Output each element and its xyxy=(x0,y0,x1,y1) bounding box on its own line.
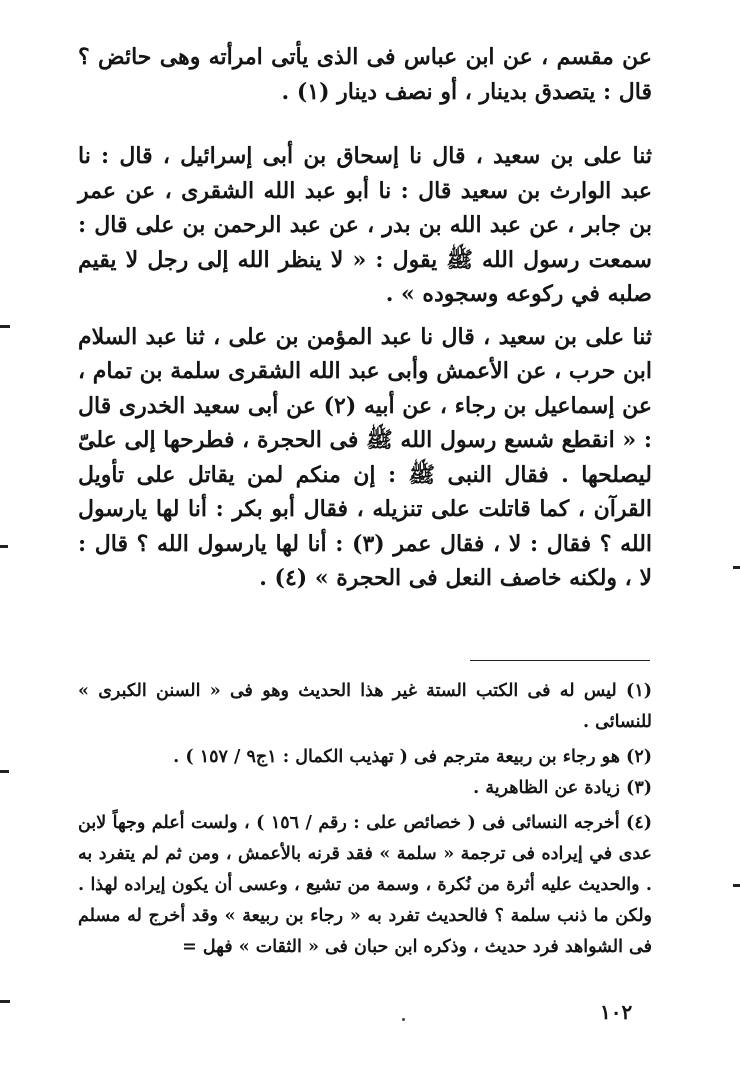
footnotes xyxy=(78,676,652,963)
footnote-3: (٣) زيادة عن الظاهرية . xyxy=(473,778,652,798)
paragraph-1: عن مقسم ، عن ابن عباس فى الذى يأتى امرأته وهى حائض ؟ قال : يتصدق بدينار ، أو نصف دينار (١) . xyxy=(78,44,652,105)
footnote-2: (٢) هو رجاء بن ربيعة مترجم فى ( تهذيب الكمال : ١ج٩ / ١٥٧ ) . xyxy=(173,747,652,767)
main-text xyxy=(78,40,652,596)
scan-edge-mark xyxy=(0,545,8,548)
page-number: ١٠٢ xyxy=(600,1000,633,1024)
scan-edge-mark xyxy=(0,770,9,773)
footnote-divider xyxy=(470,660,650,661)
paragraph-3: ثنا على بن سعيد ، قال نا عبد المؤمن بن على ، ثنا عبد السلام ابن حرب ، عن الأعمش وأبى عبد الله الشقرى سلمة بن تمام ، عن إسماعيل بن رجاء ، عن أبيه (٢) عن أبى سعيد الخدرى قال : « انقطع شسع رسول الله ﷺ فى الحجرة ، فطرحها إلى علىّ ليصلحها . فقال النبى ﷺ : إن منكم لمن يقاتل على تأويل القرآن ، كما قاتلت على تنزيله ، فقال أبو بكر : أنا لها يارسول الله ؟ فقال : لا ، فقال عمر (٣) : أنا لها يارسول الله ؟ قال : لا ، ولكنه خاصف النعل فى الحجرة » (٤) . xyxy=(78,323,653,591)
footnote-1: (١) ليس له فى الكتب الستة غير هذا الحديث وهو فى « السنن الكبرى » للنسائى . xyxy=(78,681,652,732)
scan-edge-mark xyxy=(733,566,740,569)
paragraph-2: ثنا على بن سعيد ، قال نا إسحاق بن أبى إسرائيل ، قال : نا عبد الوارث بن سعيد قال : نا أبو عبد الله الشقرى ، عن عمر بن جابر ، عن عبد الله بن بدر ، عن عبد الرحمن بن على قال : سمعت رسول الله ﷺ يقول : « لا ينظر الله إلى رجل لا يقيم صلبه في ركوعه وسجوده » . xyxy=(78,143,652,307)
scan-speck xyxy=(402,1018,405,1021)
scan-edge-mark xyxy=(0,325,10,328)
scan-edge-mark xyxy=(733,884,740,887)
footnote-4: (٤) أخرجه النسائى فى ( خصائص على : رقم / ١٥٦ ) ، ولست أعلم وجهاً لابن عدى في إيراده فى ترجمة « سلمة » فقد قرنه بالأعمش ، ومن ثم لم يتفرد به . والحديث عليه أثرة من نُكرة ، وسمة من تشيع ، وعسى أن يكون إيراده لهذا . ولكن ما ذنب سلمة ؟ فالحديث تفرد به « رجاء بن ربيعة » وقد أخرج له مسلم فى الشواهد فرد حديث ، وذكره ابن حبان فى « الثقات » فهل = xyxy=(78,813,652,957)
scan-edge-mark xyxy=(0,1000,10,1003)
